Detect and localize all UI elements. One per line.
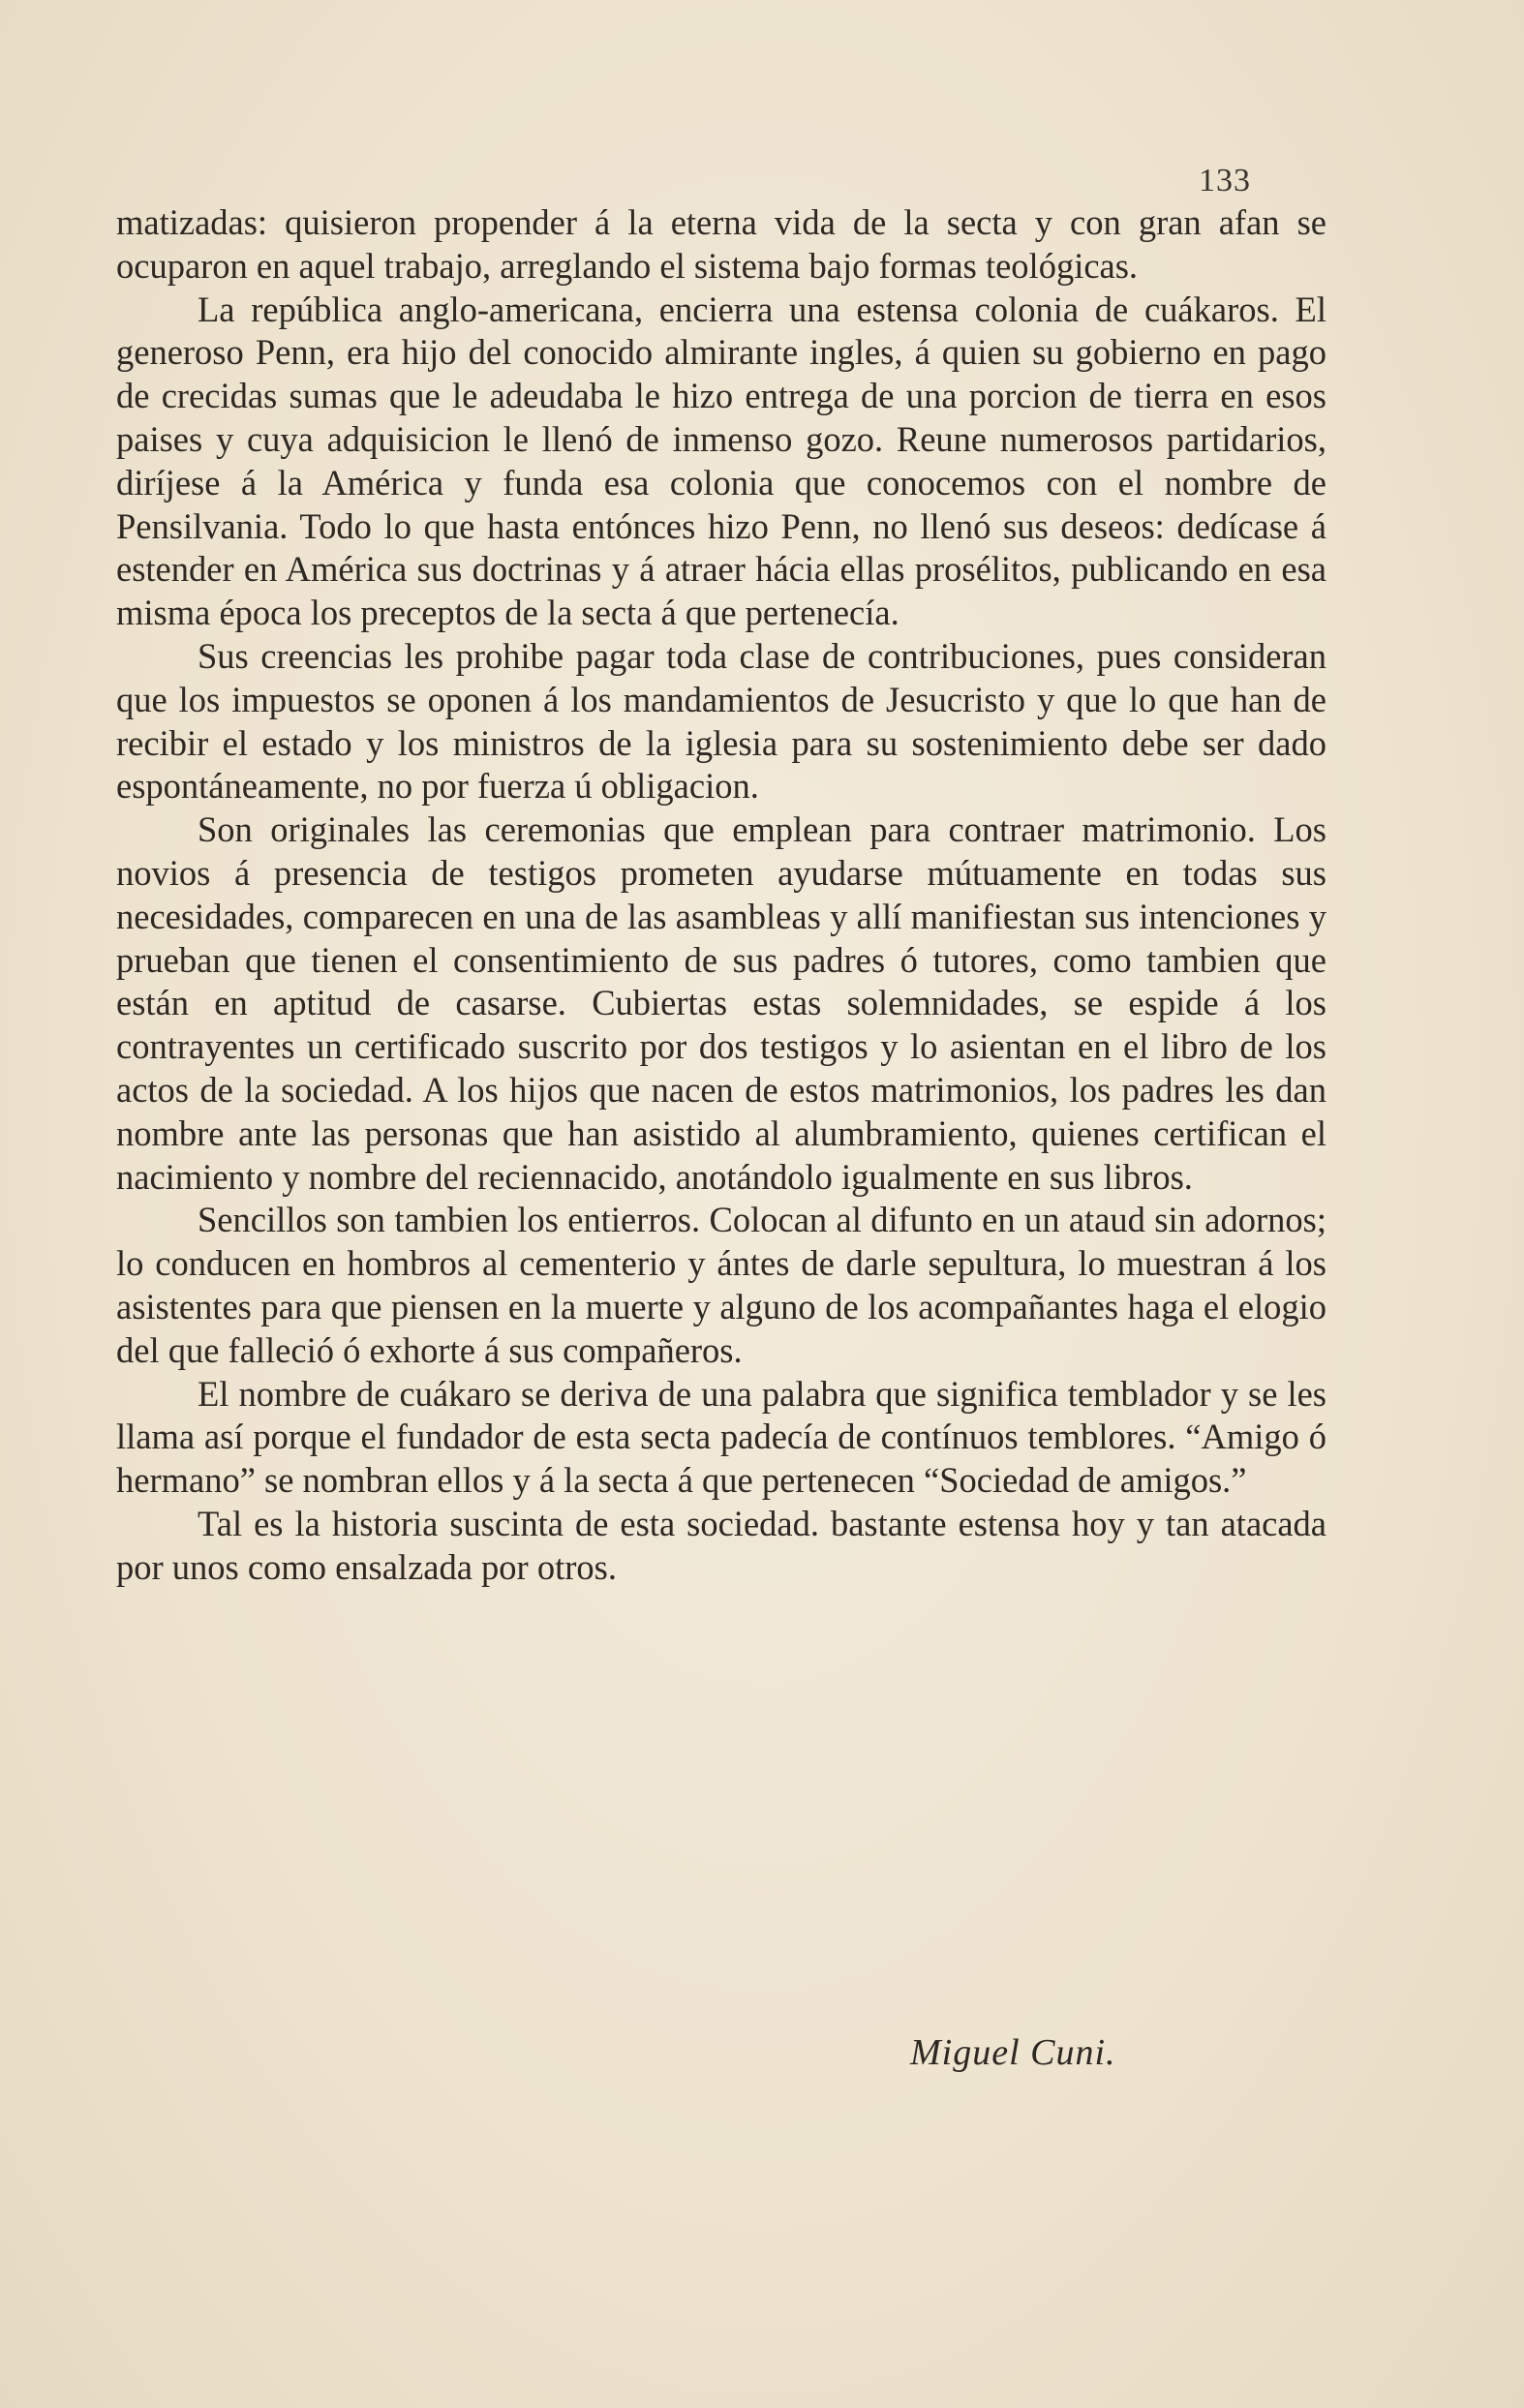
paragraph-2: La república anglo-americana, encierra una estensa colonia de cuákaros. El generoso Penn, era hijo del conocido almirante ingles, á quien su gobierno en pago de crecidas sumas que le adeudaba le hizo entrega de una porcion de tierra en esos paises y cuya adquisicion le llenó de inmenso gozo. Reune numerosos partidarios, diríjese á la América y funda esa colonia que conocemos con el nombre de Pensilvania. Todo lo que hasta entónces hizo Penn, no llenó sus deseos: dedícase á estender en América sus doctrinas y á atraer hácia ellas prosélitos, publicando en esa misma época los preceptos de la secta á que pertenecía. [116,289,1326,633]
paragraph-3: Sus creencias les prohibe pagar toda clase de contribuciones, pues consideran que los impuestos se oponen á los mandamientos de Jesucristo y que lo que han de recibir el estado y los ministros de la iglesia para su sostenimiento debe ser dado espontáneamente, no por fuerza ú obligacion. [116,635,1326,807]
paragraph-6: El nombre de cuákaro se deriva de una palabra que significa temblador y se les llama así porque el fundador de esta secta padecía de contínuos temblores. “Amigo ó hermano” se nombran ellos y á la secta á que pertenecen “Sociedad de amigos.” [116,1373,1326,1501]
page-number: 133 [1199,163,1251,198]
paragraph-5: Sencillos son tambien los entierros. Colocan al difunto en un ataud sin adornos; lo conducen en hombros al cementerio y ántes de darle sepultura, lo muestran á los asistentes para que piensen en la muerte y alguno de los acompañantes haga el elogio del que falleció ó exhorte á sus compañeros. [116,1200,1326,1370]
author-signature: Miguel Cuni. [910,2032,1116,2073]
paragraph-1: matizadas: quisieron propender á la eterna vida de la secta y con gran afan se ocuparon en aquel trabajo, arreglando el sistema bajo formas teológicas. [116,202,1326,286]
paragraph-4: Son originales las ceremonias que emplean para contraer matrimonio. Los novios á presencia de testigos prometen ayudarse mútuamente en todas sus necesidades, comparecen en una de las asambleas y allí manifiestan sus intenciones y prueban que tienen el consentimiento de sus padres ó tutores, como tambien que están en aptitud de casarse. Cubiertas estas solemnidades, se espide á los contrayentes un certificado suscrito por dos testigos y lo asientan en el libro de los actos de la sociedad. A los hijos que nacen de estos matrimonios, los padres les dan nombre ante las personas que han asistido al alumbramiento, quienes certifican el nacimiento y nombre del reciennacido, anotándolo igualmente en sus libros. [116,809,1326,1197]
paragraph-7: Tal es la historia suscinta de esta sociedad. bastante estensa hoy y tan atacada por unos como ensalzada por otros. [116,1503,1326,1587]
body-text [116,201,1326,1590]
